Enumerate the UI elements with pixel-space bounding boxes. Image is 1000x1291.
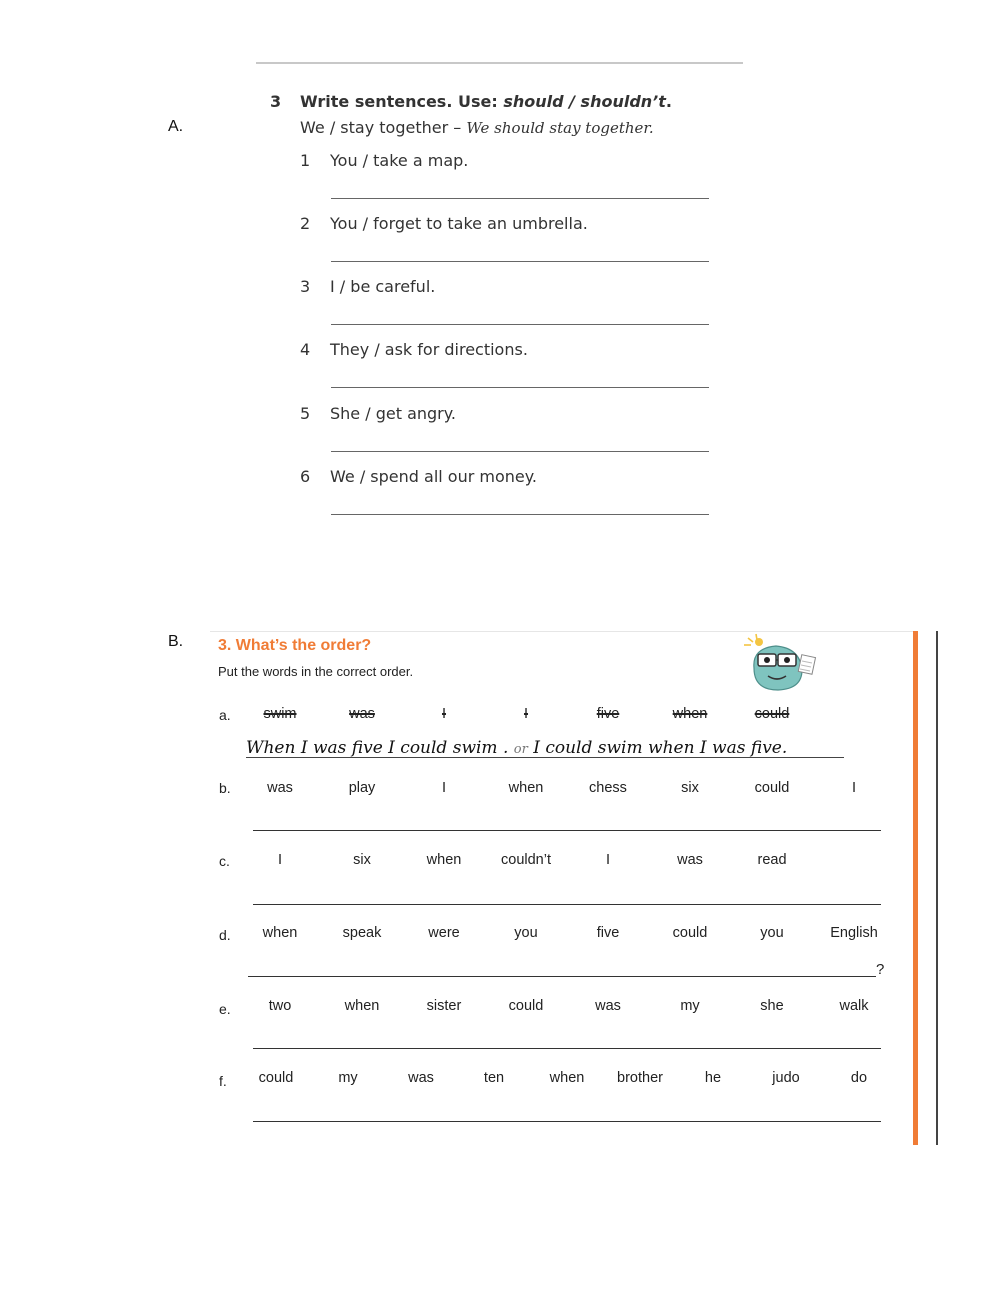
answer-line[interactable] (331, 451, 709, 452)
question-number: 4 (300, 340, 311, 359)
dark-side-bar (936, 631, 938, 1145)
word-chip: was (677, 852, 703, 868)
word-chip: I (277, 852, 283, 868)
word-chip: when (672, 706, 708, 722)
word-chip: I (441, 706, 447, 722)
word-chip: when (262, 925, 298, 941)
word-chip: you (760, 925, 784, 941)
instruction-end: . (665, 92, 672, 111)
answer-line[interactable] (331, 198, 709, 199)
word-chip: I (851, 780, 857, 796)
item-label-c: c. (219, 853, 230, 869)
word-chip: when (426, 852, 462, 868)
answer-line[interactable] (248, 976, 876, 977)
word-chip: I (523, 706, 529, 722)
answer-line[interactable] (253, 904, 881, 905)
example-handwritten-answer (246, 738, 787, 758)
word-chip: could (754, 780, 790, 796)
word-chip: ten (483, 1070, 505, 1086)
question-number: 1 (300, 151, 311, 170)
word-chip: my (338, 1070, 358, 1086)
word-chip: was (595, 998, 621, 1014)
item-label-e: e. (219, 1001, 231, 1017)
mascot-icon (742, 632, 822, 694)
word-chip: swim (263, 706, 297, 722)
exercise-subtitle: Put the words in the correct order. (218, 664, 414, 679)
word-chip: couldn’t (501, 852, 551, 868)
question-text: They / ask for directions. (330, 340, 528, 359)
word-chip: speak (342, 925, 382, 941)
example-answer-line (246, 757, 844, 758)
word-chip: when (344, 998, 380, 1014)
word-chip: do (850, 1070, 868, 1086)
question-mark: ? (876, 961, 885, 978)
item-label-f: f. (219, 1073, 227, 1089)
word-chip: could (508, 998, 544, 1014)
question-text: She / get angry. (330, 404, 457, 423)
word-chip: six (353, 852, 371, 868)
answer-line[interactable] (253, 1048, 881, 1049)
item-label-d: d. (219, 927, 231, 943)
instruction-prefix: Write sentences. Use: (300, 92, 498, 111)
question-text: I / be careful. (330, 277, 436, 296)
answer-line[interactable] (253, 830, 881, 831)
example-answer: We should stay together. (466, 119, 654, 137)
word-chip: were (428, 925, 460, 941)
word-chip: chess (589, 780, 627, 796)
question-text: We / spend all our money. (330, 467, 538, 486)
answer-line[interactable] (331, 261, 709, 262)
answer-line[interactable] (253, 1121, 881, 1122)
exercise-title: 3. What’s the order? (218, 637, 372, 654)
word-chip: was (408, 1070, 434, 1086)
word-chip: English (830, 925, 878, 941)
example-sentence (300, 118, 654, 137)
word-chip: you (514, 925, 538, 941)
word-chip: read (757, 852, 787, 868)
question-number: 3 (300, 277, 311, 296)
top-divider (256, 62, 743, 64)
question-number: 6 (300, 467, 311, 486)
word-chip: I (441, 780, 447, 796)
question-number: 5 (300, 404, 311, 423)
word-chip: he (704, 1070, 722, 1086)
question-number: 2 (300, 214, 311, 233)
question-text: You / forget to take an umbrella. (330, 214, 588, 233)
word-chip: five (596, 925, 620, 941)
orange-side-bar (913, 631, 918, 1145)
section-a-marker: A. (168, 118, 184, 135)
answer-line[interactable] (331, 514, 709, 515)
word-chip: my (680, 998, 700, 1014)
section-b-marker: B. (168, 633, 184, 650)
word-chip: was (349, 706, 375, 722)
word-chip: could (672, 925, 708, 941)
answer-line[interactable] (331, 324, 709, 325)
word-chip: sister (426, 998, 462, 1014)
answer-line[interactable] (331, 387, 709, 388)
word-chip: two (268, 998, 292, 1014)
word-chip: five (596, 706, 620, 722)
word-chip: when (549, 1070, 585, 1086)
word-chip: could (258, 1070, 294, 1086)
word-chip: walk (839, 998, 869, 1014)
word-chip: six (681, 780, 699, 796)
answer-part2: I could swim when I was five. (533, 738, 788, 758)
word-chip: judo (772, 1070, 800, 1086)
example-prompt: We / stay together – (300, 118, 462, 137)
exercise-instruction (300, 92, 672, 111)
answer-part1: When I was five I could swim . (246, 738, 509, 758)
exercise-number: 3 (270, 92, 282, 111)
word-chip: when (508, 780, 544, 796)
word-chip: could (754, 706, 790, 722)
item-label-b: b. (219, 780, 231, 796)
word-chip: play (348, 780, 376, 796)
item-label-a: a. (219, 707, 231, 723)
answer-or: or (513, 742, 528, 757)
word-chip: she (760, 998, 784, 1014)
question-text: You / take a map. (330, 151, 469, 170)
word-chip: I (605, 852, 611, 868)
word-chip: brother (617, 1070, 663, 1086)
instruction-words: should / shouldn’t (503, 92, 666, 111)
word-chip: was (267, 780, 293, 796)
